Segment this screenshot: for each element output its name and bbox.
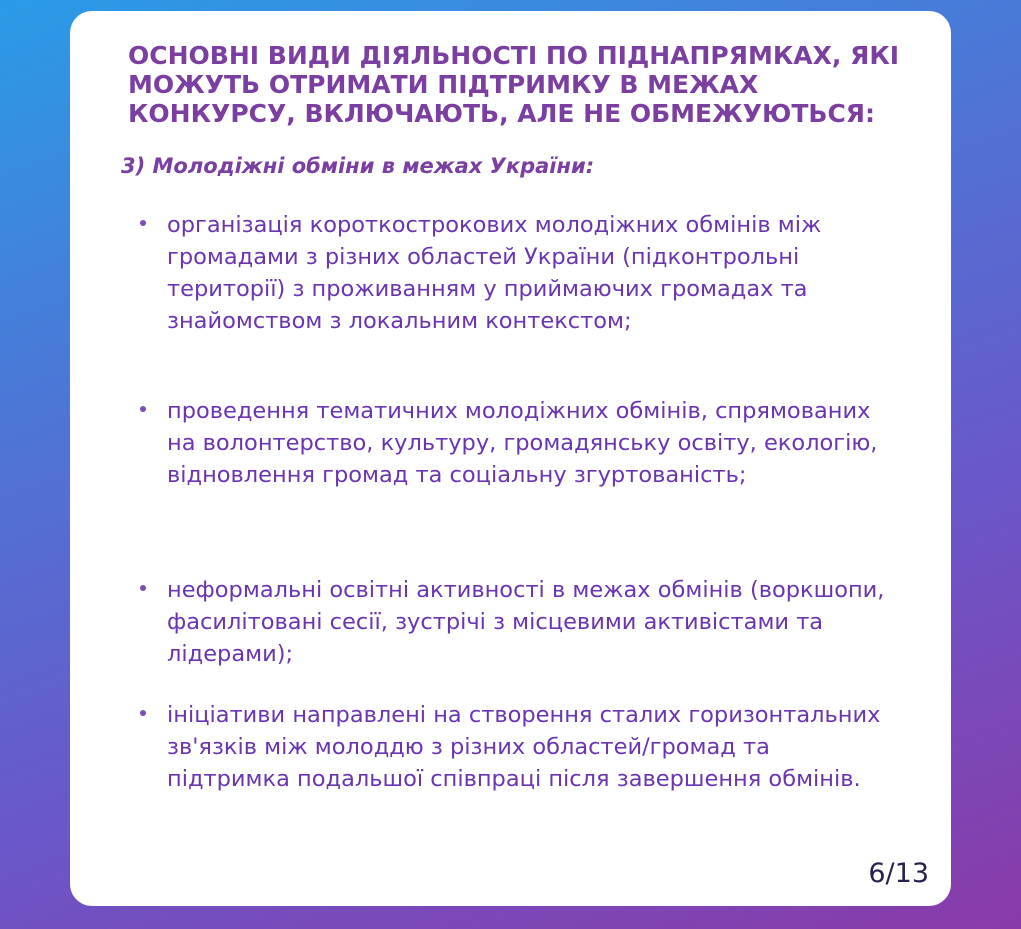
page-heading: ОСНОВНІ ВИДИ ДІЯЛЬНОСТІ ПО ПІДНАПРЯМКАХ, ЯКІ МОЖУТЬ ОТРИМАТИ ПІДТРИМКУ В МЕЖАХ КОНКУРСУ, ВКЛЮЧАЮТЬ, АЛЕ НЕ ОБМЕЖУЮТЬСЯ: [128, 41, 900, 128]
bullet-dot-icon [140, 220, 146, 226]
list-item-text: ініціативи направлені на створення сталих горизонтальних зв'язків між молоддю з різних областей/громад та підтримка подальшої співпраці після завершення обмінів. [167, 702, 881, 792]
bullet-dot-icon [140, 585, 146, 591]
content-card [70, 11, 951, 906]
page-number: 6/13 [868, 858, 929, 889]
list-item-text: проведення тематичних молодіжних обмінів, спрямованих на волонтерство, культуру, громадянську освіту, екологію, відновлення громад та соціальну згуртованість; [167, 398, 878, 488]
bullet-dot-icon [140, 406, 146, 412]
section-subheading: 3) Молодіжні обміни в межах України: [121, 154, 595, 178]
bullet-dot-icon [140, 710, 146, 716]
list-item-text: організація короткострокових молодіжних обмінів між громадами з різних областей України (підконтрольні території) з проживанням у приймаючих громадах та знайомством з локальним контекстом; [167, 212, 822, 334]
list-item-text: неформальні освітні активності в межах обмінів (воркшопи, фасилітовані сесії, зустрічі з місцевими активістами та лідерами); [167, 577, 885, 667]
